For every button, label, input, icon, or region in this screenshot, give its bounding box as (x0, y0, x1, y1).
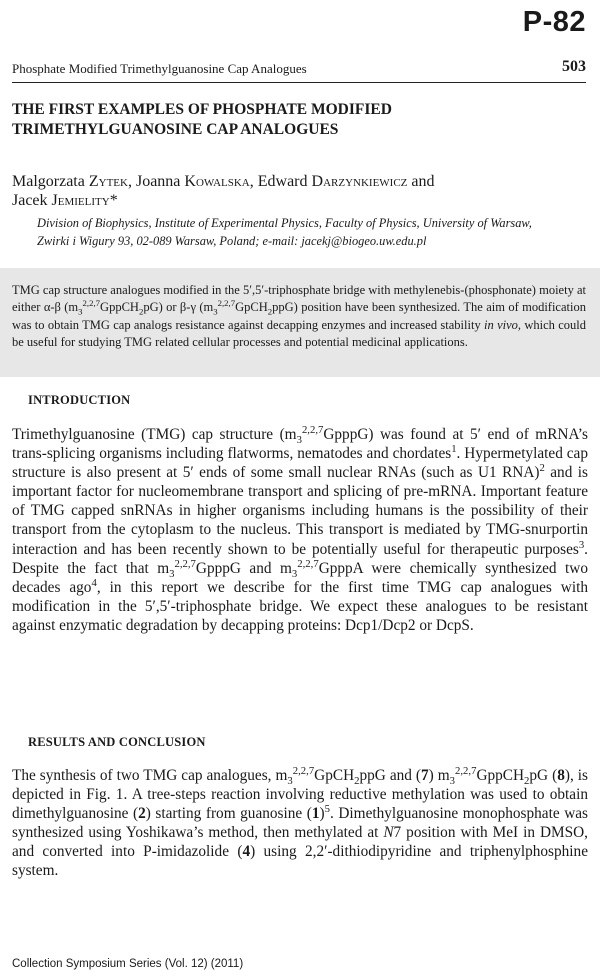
running-title: Phosphate Modified Trimethylguanosine Cap Analogues (12, 61, 307, 76)
author-first: Malgorzata (12, 173, 85, 190)
author-last: Jemielity (51, 192, 110, 209)
author-last: Zytek (88, 173, 128, 190)
page-number: 503 (562, 58, 586, 75)
session-code: P-82 (522, 6, 586, 38)
running-header (12, 60, 586, 83)
author-first: Joanna (135, 173, 181, 190)
author-separator: , (249, 173, 258, 190)
corresponding-mark: * (109, 192, 118, 209)
results-text: The synthesis of two TMG cap analogues, $m_3^{2,2,7}GpCH_2ppG$ and (7) $m_3^{2,2,7}GppCH_2pG$ (8), is depicted in Fig. 1. A tree-steps reaction involving reductive methylation was used to obtain dimethylguanosine (2) starting from guanosine $(1)^5$. Dimethylguanosine monophosphate was synthesized using Yoshikawa’s method, then methylated at N7 position with MeI in DMSO, and converted into P-imidazolide (4) using 2,2′-dithiodipyridine and triphenylphosphine system. (12, 764, 588, 880)
author-list (12, 172, 435, 210)
introduction-text: Trimethylguanosine (TMG) cap structure $(m_3^{2,2,7}GpppG)$ was found at 5′ end of mRNA’s trans-splicing organisms including flatworms, nematodes and chordates$^1$. Hypermetylated cap structure is also present at 5′ ends of some small nuclear RNAs (such as U1 RNA)$^2$ and is important factor for nucleomembrane transport and splicing of pre-mRNA. Important feature of TMG capped snRNAs in higher organisms including humans is the possibility of their transport from the cytoplasm to the nucleus. This transport is mediated by TMG-snurportin interaction and has been recently shown to be potentially useful for therapeutic purposes$^3$. Despite the fact that $m_3^{2,2,7}GpppG$ and $m_3^{2,2,7}GpppA$ were chemically synthesized two decades ago$^4$, in this report we describe for the first time TMG cap analogues with modification in the 5′,5′-triphosphate bridge. We expect these analogues to be resistant against enzymatic degradation by decapping proteins: Dcp1/Dcp2 or DcpS. (12, 423, 589, 634)
author-last: Darzynkiewicz (311, 173, 408, 190)
affiliation-line-2: Zwirki i Wigury 93, 02-089 Warsaw, Poland; e-mail: jacekj@biogeo.uw.edu.pl (37, 234, 427, 248)
paper-title (12, 100, 392, 140)
author-and: and (407, 173, 435, 190)
author-last: Kowalska (184, 173, 250, 190)
abstract-box (0, 268, 600, 377)
affiliation-line-1: Division of Biophysics, Institute of Experimental Physics, Faculty of Physics, University of Warsaw, (37, 216, 532, 230)
title-line-1: THE FIRST EXAMPLES OF PHOSPHATE MODIFIED (12, 101, 392, 118)
affiliation (37, 214, 583, 250)
section-heading-introduction: INTRODUCTION (28, 393, 131, 407)
footer-series: Collection Symposium Series (Vol. 12) (2011) (12, 958, 244, 970)
section-heading-results: RESULTS AND CONCLUSION (28, 735, 206, 749)
title-line-2: TRIMETHYLGUANOSINE CAP ANALOGUES (12, 121, 339, 138)
author-first: Jacek (12, 192, 48, 209)
abstract-text: TMG cap structure analogues modified in the 5′,5′-triphosphate bridge with methylenebis-(phosphonate) moiety at either α-β $(m_3^{2,2,7}GppCH_2pG)$ or β-γ $(m_3^{2,2,7}GpCH_2ppG)$ position have been synthesized. The aim of modification was to obtain TMG cap analogs resistance against decapping enzymes and increased stability in vivo, which could be useful for studying TMG related cellular processes and potential medicinal applications. (12, 283, 587, 349)
author-first: Edward (257, 173, 308, 190)
author-separator: , (127, 173, 136, 190)
